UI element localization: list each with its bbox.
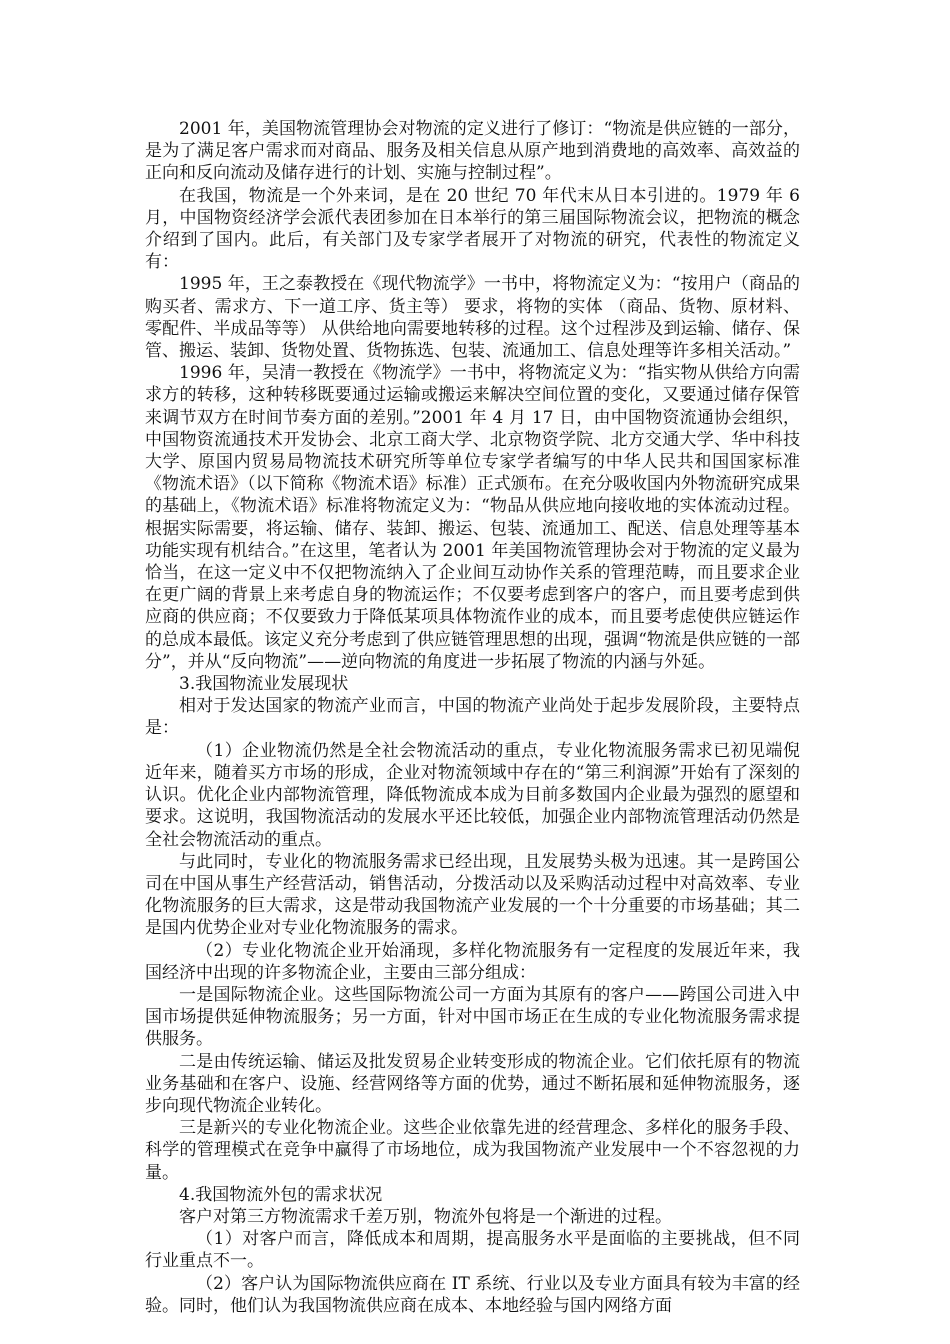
document-body <box>145 118 800 1317</box>
paragraph-3: 1995 年，王之泰教授在《现代物流学》一书中，将物流定义为：“按用户（商品的购买者、需求方、下一道工序、货主等） 要求，将物的实体 （商品、货物、原材料、零配件、半成品等等） 从供给地向需要地转移的过程。这个过程涉及到运输、储存、保管、搬运、装卸、货物处置、货物拣选、包装、流通加工、信息处理等许多相关活动。” <box>145 274 800 362</box>
paragraph-8: （2）专业化物流企业开始涌现，多样化物流服务有一定程度的发展近年来，我国经济中出现的许多物流企业，主要由三部分组成： <box>145 940 800 983</box>
paragraph-2: 在我国，物流是一个外来词，是在 20 世纪 70 年代末从日本引进的。1979 年 6 月，中国物资经济学会派代表团参加在日本举行的第三届国际物流会议，把物流的概念介绍到了国内。此后，有关部门及专家学者展开了对物流的研究，代表性的物流定义有： <box>145 185 800 273</box>
paragraph-5: 相对于发达国家的物流产业而言，中国的物流产业尚处于起步发展阶段，主要特点是： <box>145 696 800 739</box>
paragraph-13: （1）对客户而言，降低成本和周期，提高服务水平是面临的主要挑战，但不同行业重点不一。 <box>145 1229 800 1272</box>
paragraph-11: 三是新兴的专业化物流企业。这些企业依靠先进的经营理念、多样化的服务手段、科学的管理模式在竞争中赢得了市场地位，成为我国物流产业发展中一个不容忽视的力量。 <box>145 1118 800 1183</box>
paragraph-12: 客户对第三方物流需求千差万别，物流外包将是一个渐进的过程。 <box>179 1206 672 1227</box>
paragraph-1: 2001 年，美国物流管理协会对物流的定义进行了修订：“物流是供应链的一部分，是为了满足客户需求而对商品、服务及相关信息从原产地到消费地的高效率、高效益的正向和反向流动及储存进行的计划、实施与控制过程”。 <box>145 119 800 184</box>
paragraph-9: 一是国际物流企业。这些国际物流公司一方面为其原有的客户——跨国公司进入中国市场提供延伸物流服务；另一方面，针对中国市场正在生成的专业化物流服务需求提供服务。 <box>145 984 800 1050</box>
paragraph-6: （1）企业物流仍然是全社会物流活动的重点，专业化物流服务需求已初见端倪近年来，随着买方市场的形成，企业对物流领域中存在的“第三利润源”开始有了深刻的认识。优化企业内部物流管理，降低物流成本成为目前多数国内企业最为强烈的愿望和要求。这说明，我国物流活动的发展水平还比较低，加强企业内部物流管理活动仍然是全社会物流活动的重点。 <box>145 740 800 850</box>
section-heading-3: 3.我国物流业发展现状 <box>179 674 349 695</box>
section-heading-4: 4.我国物流外包的需求状况 <box>179 1184 383 1205</box>
paragraph-7: 与此同时，专业化的物流服务需求已经出现，且发展势头极为迅速。其一是跨国公司在中国从事生产经营活动，销售活动，分拨活动以及采购活动过程中对高效率、专业化物流服务的巨大需求，这是带动我国物流产业发展的一个十分重要的市场基础；其二是国内优势企业对专业化物流服务的需求。 <box>145 851 800 939</box>
paragraph-10: 二是由传统运输、储运及批发贸易企业转变形成的物流企业。它们依托原有的物流业务基础和在客户、设施、经营网络等方面的优势，通过不断拓展和延伸物流服务，逐步向现代物流企业转化。 <box>145 1051 800 1116</box>
paragraph-14: （2）客户认为国际物流供应商在 IT 系统、行业以及专业方面具有较为丰富的经验。同时，他们认为我国物流供应商在成本、本地经验与国内网络方面 <box>145 1273 800 1316</box>
paragraph-4: 1996 年，吴清一教授在《物流学》一书中，将物流定义为：“指实物从供给方向需求方的转移，这种转移既要通过运输或搬运来解决空间位置的变化，又要通过储存保管来调节双方在时间节奏方面的差别。”2001 年 4 月 17 日，由中国物资流通协会组织，中国物资流通技术开发协会、北京工商大学、北京物资学院、北方交通大学、华中科技大学、原国内贸易局物流技术研究所等单位专家学者编写的中华人民共和国国家标准《物流术语》（以下简称《物流术语》标准）正式颁布。在充分吸收国内外物流研究成果的基础上，《物流术语》标准将物流定义为：“物品从供应地向接收地的实体流动过程。根据实际需要，将运输、储存、装卸、搬运、包装、流通加工、配送、信息处理等基本功能实现有机结合。”在这里，笔者认为 2001 年美国物流管理协会对于物流的定义最为恰当，在这一定义中不仅把物流纳入了企业间互动协作关系的管理范畴，而且要求企业在更广阔的背景上来考虑自身的物流运作；不仅要考虑到客户的客户，而且要考虑到供应商的供应商；不仅要致力于降低某项具体物流作业的成本，而且要考虑使供应链运作的总成本最低。该定义充分考虑到了供应链管理思想的出现，强调“物流是供应链的一部分”，并从“反向物流”——逆向物流的角度进一步拓展了物流的内涵与外延。 <box>145 363 800 672</box>
